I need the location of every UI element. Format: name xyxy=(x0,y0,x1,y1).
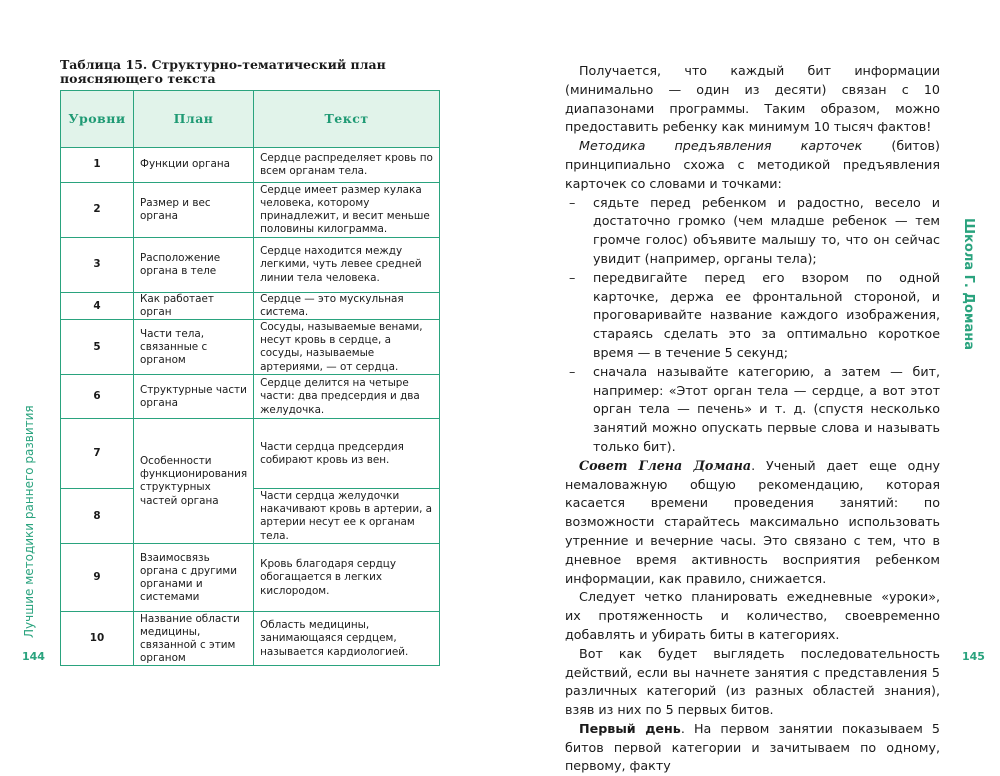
list-item xyxy=(565,269,940,363)
list-item-text: сядьте перед ребенком и радостно, весело и достаточно громко (чем младше ребенок — тем громче голос) объявите малышу то, что он сейчас увидит (например, органы тела); xyxy=(593,194,940,266)
list-item xyxy=(565,194,940,269)
dash-bullet: – xyxy=(569,269,576,285)
row-text: Сосуды, называемые венами, несут кровь в сердце, а сосуды, называемые артериями, — от сердца. xyxy=(254,320,440,375)
row-level: 6 xyxy=(61,375,134,419)
table-row xyxy=(61,148,440,183)
paragraph: Вот как будет выглядеть последовательность действий, если вы начнете занятия с представления 5 различных категорий (из разных областей знания), взяв из них по 5 первых битов. xyxy=(565,645,940,718)
list-item xyxy=(565,363,940,457)
header-text: Текст xyxy=(254,91,440,148)
row-level: 8 xyxy=(61,489,134,544)
paragraph-rest: . Ученый дает еще одну немаловажную общую рекомендацию, которая касается времени проведения занятий: по возможности старайтесь максимально использовать утренние и вечерние часы. Это связано с тем, что в дневное время активность восприятия ребенком информации, как правило, снижается. xyxy=(565,457,940,586)
paragraph-rest: (битов) принципиально схожа с методикой предъявления карточек со словами и точками: xyxy=(565,138,940,191)
row-level: 4 xyxy=(61,293,134,320)
table-row xyxy=(61,238,440,293)
row-plan: Как работает орган xyxy=(134,293,254,320)
paragraph: Следует четко планировать ежедневные «уроки», их протяженность и количество, своевременно добавлять и убирать биты в категориях. xyxy=(565,589,940,642)
row-plan: Взаимосвязь органа с другими органами и системами xyxy=(134,544,254,612)
row-text: Кровь благодаря сердцу обогащается в легких кислородом. xyxy=(254,544,440,612)
row-text: Сердце находится между легкими, чуть левее средней линии тела человека. xyxy=(254,238,440,293)
right-running-head: Школа Г. Домана xyxy=(961,218,976,351)
row-level: 9 xyxy=(61,544,134,612)
row-level: 7 xyxy=(61,419,134,489)
row-text: Части сердца предсердия собирают кровь из вен. xyxy=(254,419,440,489)
row-text: Сердце имеет размер кулака человека, которому принадлежит, и весит меньше половины килограмма. xyxy=(254,183,440,238)
table-caption: Таблица 15. Структурно-тематический план поясняющего текста xyxy=(60,57,386,86)
row-level: 5 xyxy=(61,320,134,375)
paragraph: Получается, что каждый бит информации (минимально — один из десяти) связан с 10 диапазонами программы. Таким образом, можно предоставить ребенку как минимум 10 тысяч фактов! xyxy=(565,63,940,135)
right-page-body xyxy=(565,62,940,776)
paragraph-rest: . На первом занятии показываем 5 битов первой категории и зачитываем по одному, первому, факту xyxy=(565,720,940,774)
day-heading: Первый день xyxy=(579,720,681,736)
table-row xyxy=(61,544,440,612)
row-plan: Части тела, связанные с органом xyxy=(134,320,254,375)
header-plan: План xyxy=(134,91,254,148)
row-level: 1 xyxy=(61,148,134,183)
table-row xyxy=(61,293,440,320)
paragraph xyxy=(565,137,940,193)
row-plan: Особенности функционирования структурных частей органа xyxy=(134,419,254,544)
left-page-number: 144 xyxy=(22,650,45,663)
row-text: Части сердца желудочки накачивают кровь в артерии, а артерии несут ее к органам тела. xyxy=(254,489,440,544)
row-text: Сердце распределяет кровь по всем органам тела. xyxy=(254,148,440,183)
advice-heading: Совет Глена Домана xyxy=(579,457,752,473)
table-header-row xyxy=(61,91,440,148)
paragraph xyxy=(565,720,940,776)
row-level: 3 xyxy=(61,238,134,293)
plan-table xyxy=(60,90,440,666)
table-row xyxy=(61,375,440,419)
row-text: Сердце — это мускульная система. xyxy=(254,293,440,320)
row-plan: Структурные части органа xyxy=(134,375,254,419)
header-levels: Уровни xyxy=(61,91,134,148)
row-level: 10 xyxy=(61,612,134,666)
list-item-text: сначала называйте категорию, а затем — бит, например: «Этот орган тела — сердце, а вот этот орган тела — печень» и т. д. (спустя несколько занятий можно опускать первые слова и называть только бит). xyxy=(593,363,940,454)
row-plan: Название области медицины, связанной с этим органом xyxy=(134,612,254,666)
dash-bullet: – xyxy=(569,194,576,210)
table-row xyxy=(61,612,440,666)
row-text: Область медицины, занимающаяся сердцем, называется кардиологией. xyxy=(254,612,440,666)
table-row xyxy=(61,183,440,238)
dash-bullet: – xyxy=(569,363,576,379)
row-text: Сердце делится на четыре части: два предсердия и два желудочка. xyxy=(254,375,440,419)
row-plan: Функции органа xyxy=(134,148,254,183)
table-row xyxy=(61,419,440,489)
table-row xyxy=(61,320,440,375)
right-page-number: 145 xyxy=(962,650,985,663)
paragraph xyxy=(565,457,940,589)
row-plan: Расположение органа в теле xyxy=(134,238,254,293)
row-plan: Размер и вес органа xyxy=(134,183,254,238)
row-level: 2 xyxy=(61,183,134,238)
left-running-head: Лучшие методики раннего развития xyxy=(22,405,36,638)
list-item-text: передвигайте перед его взором по одной карточке, держа ее фронтальной стороной, и проговаривайте название каждого изображения, стараясь сделать это за оптимально короткое время — в течение 5 секунд; xyxy=(593,269,940,360)
italic-term: Методика предъявления карточек xyxy=(579,138,863,154)
